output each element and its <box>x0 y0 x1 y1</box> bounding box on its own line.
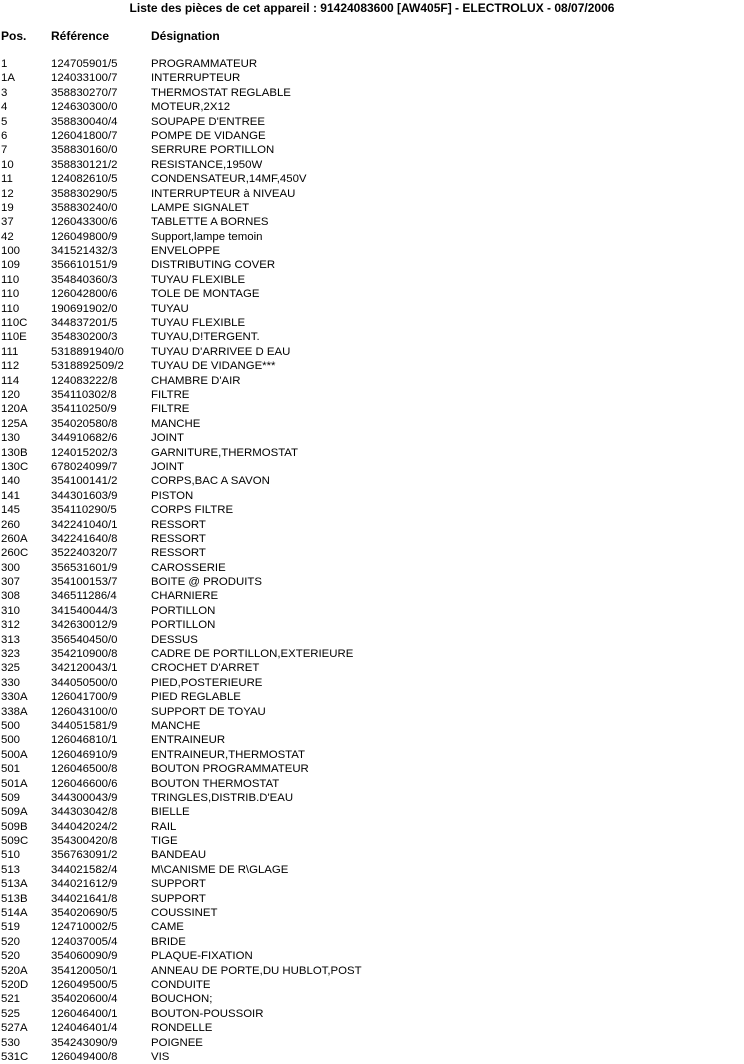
part-position: 5 <box>1 115 8 128</box>
table-row <box>0 676 744 690</box>
part-designation: CHAMBRE D'AIR <box>151 374 241 387</box>
part-designation: TOLE DE MONTAGE <box>151 288 260 301</box>
part-position: 4 <box>1 101 8 114</box>
part-position: 130C <box>1 460 29 473</box>
part-position: 308 <box>1 590 21 603</box>
part-designation: JOINT <box>151 460 184 473</box>
table-row <box>0 518 744 532</box>
part-reference: 344051581/9 <box>51 719 118 732</box>
table-row <box>0 834 744 848</box>
part-position: 330 <box>1 676 21 689</box>
table-row <box>0 201 744 215</box>
part-reference: 126049500/5 <box>51 979 118 991</box>
part-reference: 354100141/2 <box>51 475 118 488</box>
part-reference: 126041800/7 <box>51 129 118 142</box>
part-position: 310 <box>1 604 21 617</box>
part-reference: 344303042/8 <box>51 806 118 819</box>
table-row <box>0 402 744 416</box>
part-reference: 354100153/7 <box>51 576 118 589</box>
table-row <box>0 748 744 762</box>
part-position: 19 <box>1 201 14 214</box>
part-designation: MANCHE <box>151 719 201 732</box>
part-position: 313 <box>1 633 21 646</box>
part-reference: 358830040/4 <box>51 115 118 128</box>
part-position: 6 <box>1 129 8 142</box>
part-position: 520A <box>1 964 28 977</box>
part-position: 500A <box>1 748 28 761</box>
part-designation: TUYAU DE VIDANGE*** <box>151 360 276 373</box>
part-reference: 126046600/6 <box>51 777 118 790</box>
part-position: 7 <box>1 144 8 157</box>
part-designation: VIS <box>151 1050 170 1063</box>
part-position: 510 <box>1 849 21 862</box>
part-designation: PORTILLON <box>151 619 216 632</box>
part-position: 11 <box>1 173 13 186</box>
table-row <box>0 618 744 632</box>
part-reference: 342241040/1 <box>51 518 118 531</box>
part-position: 140 <box>1 475 21 488</box>
part-reference: 354830200/3 <box>51 331 118 344</box>
table-row <box>0 690 744 704</box>
part-reference: 126043300/6 <box>51 216 118 229</box>
table-row <box>0 258 744 272</box>
table-row <box>0 431 744 445</box>
part-reference: 342241640/8 <box>51 532 118 545</box>
table-row <box>0 1007 744 1021</box>
part-reference: 341540044/3 <box>51 604 118 617</box>
part-designation: INTERRUPTEUR à NIVEAU <box>151 187 296 200</box>
table-row <box>0 273 744 287</box>
part-designation: TUYAU <box>151 302 189 315</box>
part-position: 330A <box>1 691 28 704</box>
part-reference: 356531601/9 <box>51 561 118 574</box>
table-row <box>0 633 744 647</box>
part-reference: 346511286/4 <box>51 590 117 603</box>
table-row <box>0 647 744 661</box>
part-reference: 356540450/0 <box>51 633 118 646</box>
part-reference: 344837201/5 <box>51 317 118 330</box>
column-header-reference: Référence <box>51 29 110 43</box>
part-reference: 354110290/5 <box>51 504 117 517</box>
part-reference: 124083222/8 <box>51 374 118 387</box>
part-reference: 354120050/1 <box>51 964 118 977</box>
table-row <box>0 417 744 431</box>
part-designation: TABLETTE A BORNES <box>151 216 269 229</box>
part-reference: 352240320/7 <box>51 547 118 560</box>
part-position: 1 <box>1 58 8 70</box>
part-reference: 124046401/4 <box>51 1022 118 1035</box>
part-designation: CORPS,BAC A SAVON <box>151 475 270 488</box>
table-row <box>0 992 744 1006</box>
part-position: 323 <box>1 648 21 661</box>
part-designation: TIGE <box>151 835 178 848</box>
table-row <box>0 561 744 575</box>
table-row <box>0 474 744 488</box>
table-row <box>0 503 744 517</box>
table-row <box>0 230 744 244</box>
table-row <box>0 762 744 776</box>
part-position: 10 <box>1 158 14 171</box>
part-designation: PROGRAMMATEUR <box>151 58 258 70</box>
table-row <box>0 575 744 589</box>
part-position: 519 <box>1 921 21 934</box>
part-position: 130B <box>1 446 28 459</box>
part-position: 3 <box>1 86 8 99</box>
table-row <box>0 287 744 301</box>
part-position: 509B <box>1 820 28 833</box>
part-reference: 356763091/2 <box>51 849 118 862</box>
table-row <box>0 1036 744 1050</box>
part-designation: CAME <box>151 921 184 934</box>
part-designation: BOUTON-POUSSOIR <box>151 1007 264 1020</box>
table-row <box>0 172 744 186</box>
part-reference: 126046810/1 <box>51 734 118 747</box>
table-row <box>0 374 744 388</box>
part-designation: INTERRUPTEUR <box>151 72 241 85</box>
table-row <box>0 820 744 834</box>
part-position: 112 <box>1 360 20 373</box>
part-reference: 344021612/9 <box>51 878 118 891</box>
part-reference: 344021582/4 <box>51 863 118 876</box>
part-reference: 354110250/9 <box>51 403 117 416</box>
part-reference: 354060090/9 <box>51 950 118 963</box>
table-row <box>0 446 744 460</box>
part-reference: 126043100/0 <box>51 705 118 718</box>
part-reference: 344050500/0 <box>51 676 118 689</box>
part-reference: 354300420/8 <box>51 835 118 848</box>
part-designation: TUYAU D'ARRIVEE D EAU <box>151 345 291 358</box>
part-designation: RESSORT <box>151 532 206 545</box>
part-designation: FILTRE <box>151 388 190 401</box>
table-row <box>0 546 744 560</box>
part-position: 300 <box>1 561 21 574</box>
part-reference: 124630300/0 <box>51 101 118 114</box>
part-position: 513A <box>1 878 28 891</box>
part-reference: 344301603/9 <box>51 489 118 502</box>
part-reference: 358830160/0 <box>51 144 118 157</box>
table-row <box>0 791 744 805</box>
part-reference: 356610151/9 <box>51 259 118 272</box>
part-designation: PLAQUE-FIXATION <box>151 950 253 963</box>
part-designation: Support,lampe temoin <box>151 230 263 243</box>
part-position: 110 <box>1 288 20 301</box>
part-designation: RAIL <box>151 820 177 833</box>
part-position: 531C <box>1 1050 29 1063</box>
table-row <box>0 86 744 100</box>
part-reference: 341521432/3 <box>51 245 118 258</box>
part-position: 513 <box>1 863 21 876</box>
part-designation: RESISTANCE,1950W <box>151 158 263 171</box>
part-position: 513B <box>1 892 28 905</box>
part-position: 500 <box>1 734 21 747</box>
part-reference: 124033100/7 <box>51 72 118 85</box>
part-reference: 344910682/6 <box>51 432 118 445</box>
table-row <box>0 949 744 963</box>
part-reference: 5318892509/2 <box>51 360 124 373</box>
table-row <box>0 805 744 819</box>
part-position: 260 <box>1 518 21 531</box>
table-row <box>0 978 744 992</box>
part-designation: PIED REGLABLE <box>151 691 241 704</box>
part-designation: CONDENSATEUR,14MF,450V <box>151 173 307 186</box>
part-position: 514A <box>1 907 28 920</box>
part-designation: PISTON <box>151 489 194 502</box>
part-designation: MOTEUR,2X12 <box>151 101 231 114</box>
part-reference: 126049400/8 <box>51 1050 118 1063</box>
part-designation: SERRURE PORTILLON <box>151 144 275 157</box>
table-row <box>0 1021 744 1035</box>
part-designation: TRINGLES,DISTRIB.D'EAU <box>151 791 294 804</box>
table-row <box>0 733 744 747</box>
part-designation: ENTRAINEUR,THERMOSTAT <box>151 748 305 761</box>
part-reference: 342630012/9 <box>51 619 118 632</box>
part-designation: CAROSSERIE <box>151 561 226 574</box>
part-designation: THERMOSTAT REGLABLE <box>151 86 291 99</box>
part-reference: 344042024/2 <box>51 820 118 833</box>
part-reference: 354020600/4 <box>51 993 118 1006</box>
table-row <box>0 705 744 719</box>
parts-list <box>0 57 744 1064</box>
part-designation: CHARNIERE <box>151 590 219 603</box>
part-position: 37 <box>1 216 14 229</box>
part-reference: 358830290/5 <box>51 187 118 200</box>
column-header-position: Pos. <box>1 29 27 43</box>
table-row <box>0 935 744 949</box>
part-reference: 124015202/3 <box>51 446 118 459</box>
part-designation: CORPS FILTRE <box>151 504 234 517</box>
part-position: 111 <box>1 345 19 358</box>
part-position: 520 <box>1 935 21 948</box>
part-designation: FILTRE <box>151 403 190 416</box>
part-position: 520D <box>1 979 29 991</box>
table-row <box>0 100 744 114</box>
part-position: 12 <box>1 187 14 200</box>
part-designation: GARNITURE,THERMOSTAT <box>151 446 299 459</box>
part-designation: TUYAU,D!TERGENT. <box>151 331 260 344</box>
part-position: 120A <box>1 403 28 416</box>
part-position: 527A <box>1 1022 28 1035</box>
table-row <box>0 57 744 71</box>
part-position: 338A <box>1 705 28 718</box>
table-row <box>0 316 744 330</box>
table-row <box>0 777 744 791</box>
part-position: 141 <box>1 489 21 502</box>
part-reference: 354243090/9 <box>51 1036 118 1049</box>
part-designation: SUPPORT DE TOYAU <box>151 705 266 718</box>
part-position: 307 <box>1 576 21 589</box>
table-row <box>0 589 744 603</box>
part-position: 521 <box>1 993 21 1006</box>
part-position: 500 <box>1 719 21 732</box>
part-designation: BIELLE <box>151 806 190 819</box>
part-designation: LAMPE SIGNALET <box>151 201 250 214</box>
table-row <box>0 215 744 229</box>
part-reference: 124710002/5 <box>51 921 118 934</box>
part-position: 509A <box>1 806 28 819</box>
part-reference: 678024099/7 <box>51 460 118 473</box>
table-row <box>0 158 744 172</box>
part-designation: DESSUS <box>151 633 198 646</box>
column-header-designation: Désignation <box>151 29 220 43</box>
part-reference: 354210900/8 <box>51 648 118 661</box>
part-position: 110 <box>1 273 20 286</box>
part-designation: SUPPORT <box>151 892 206 905</box>
table-row <box>0 906 744 920</box>
part-designation: PIED,POSTERIEURE <box>151 676 263 689</box>
part-designation: CADRE DE PORTILLON,EXTERIEURE <box>151 648 354 661</box>
part-reference: 126042800/6 <box>51 288 118 301</box>
part-position: 130 <box>1 432 21 445</box>
table-row <box>0 244 744 258</box>
table-row <box>0 489 744 503</box>
table-row <box>0 330 744 344</box>
part-designation: RONDELLE <box>151 1022 213 1035</box>
part-designation: TUYAU FLEXIBLE <box>151 317 246 330</box>
table-row <box>0 892 744 906</box>
part-position: 120 <box>1 388 21 401</box>
table-row <box>0 143 744 157</box>
part-designation: SOUPAPE D'ENTREE <box>151 115 265 128</box>
part-designation: BOITE @ PRODUITS <box>151 576 262 589</box>
part-position: 325 <box>1 662 21 675</box>
table-row <box>0 920 744 934</box>
part-position: 110E <box>1 331 27 344</box>
part-designation: POMPE DE VIDANGE <box>151 129 266 142</box>
part-designation: RESSORT <box>151 518 206 531</box>
table-row <box>0 71 744 85</box>
part-reference: 190691902/0 <box>51 302 118 315</box>
table-row <box>0 302 744 316</box>
part-designation: CROCHET D'ARRET <box>151 662 260 675</box>
part-position: 530 <box>1 1036 21 1049</box>
part-position: 520 <box>1 950 21 963</box>
part-reference: 126041700/9 <box>51 691 118 704</box>
document-title: Liste des pièces de cet appareil : 91424083600 [AW405F] - ELECTROLUX - 08/07/2006 <box>129 1 615 15</box>
part-position: 110C <box>1 317 28 330</box>
part-position: 114 <box>1 374 20 387</box>
part-reference: 354840360/3 <box>51 273 118 286</box>
part-designation: COUSSINET <box>151 907 218 920</box>
table-row <box>0 359 744 373</box>
part-reference: 126049800/9 <box>51 230 118 243</box>
table-row <box>0 964 744 978</box>
table-row <box>0 848 744 862</box>
part-designation: TUYAU FLEXIBLE <box>151 273 246 286</box>
part-position: 1A <box>1 72 15 85</box>
part-designation: ENTRAINEUR <box>151 734 226 747</box>
part-reference: 124705901/5 <box>51 58 118 70</box>
table-row <box>0 719 744 733</box>
part-position: 525 <box>1 1007 21 1020</box>
part-designation: BRIDE <box>151 935 186 948</box>
part-reference: 354110302/8 <box>51 388 117 401</box>
table-row <box>0 863 744 877</box>
part-position: 110 <box>1 302 20 315</box>
part-position: 42 <box>1 230 14 243</box>
part-reference: 342120043/1 <box>51 662 118 675</box>
table-row <box>0 661 744 675</box>
part-reference: 344300043/9 <box>51 791 118 804</box>
part-designation: BOUTON THERMOSTAT <box>151 777 280 790</box>
table-row <box>0 129 744 143</box>
part-position: 145 <box>1 504 21 517</box>
table-row <box>0 388 744 402</box>
part-reference: 344021641/8 <box>51 892 118 905</box>
table-row <box>0 1050 744 1064</box>
part-position: 125A <box>1 417 28 430</box>
part-reference: 354020580/8 <box>51 417 118 430</box>
part-designation: CONDUITE <box>151 979 211 991</box>
part-position: 100 <box>1 245 21 258</box>
part-reference: 5318891940/0 <box>51 345 124 358</box>
part-position: 312 <box>1 619 21 632</box>
table-row <box>0 532 744 546</box>
part-reference: 358830270/7 <box>51 86 118 99</box>
table-row <box>0 604 744 618</box>
part-reference: 126046500/8 <box>51 763 118 776</box>
part-position: 509C <box>1 835 29 848</box>
part-position: 509 <box>1 791 21 804</box>
part-reference: 354020690/5 <box>51 907 118 920</box>
table-row <box>0 460 744 474</box>
part-position: 109 <box>1 259 21 272</box>
part-position: 260A <box>1 532 28 545</box>
part-designation: MANCHE <box>151 417 201 430</box>
part-reference: 124082610/5 <box>51 173 118 186</box>
part-position: 501A <box>1 777 28 790</box>
part-position: 260C <box>1 547 29 560</box>
part-designation: JOINT <box>151 432 184 445</box>
part-designation: BOUCHON; <box>151 993 213 1006</box>
table-row <box>0 877 744 891</box>
part-reference: 126046400/1 <box>51 1007 118 1020</box>
table-row <box>0 345 744 359</box>
part-reference: 126046910/9 <box>51 748 118 761</box>
part-designation: BANDEAU <box>151 849 207 862</box>
part-designation: POIGNEE <box>151 1036 203 1049</box>
part-designation: BOUTON PROGRAMMATEUR <box>151 763 309 776</box>
part-designation: DISTRIBUTING COVER <box>151 259 276 272</box>
part-reference: 358830121/2 <box>51 158 118 171</box>
part-designation: ANNEAU DE PORTE,DU HUBLOT,POST <box>151 964 362 977</box>
part-reference: 124037005/4 <box>51 935 118 948</box>
table-row <box>0 187 744 201</box>
part-designation: RESSORT <box>151 547 206 560</box>
part-designation: ENVELOPPE <box>151 245 221 258</box>
part-designation: SUPPORT <box>151 878 206 891</box>
part-designation: PORTILLON <box>151 604 216 617</box>
part-position: 501 <box>1 763 21 776</box>
part-reference: 358830240/0 <box>51 201 118 214</box>
table-row <box>0 115 744 129</box>
part-designation: M\CANISME DE R\GLAGE <box>151 863 289 876</box>
